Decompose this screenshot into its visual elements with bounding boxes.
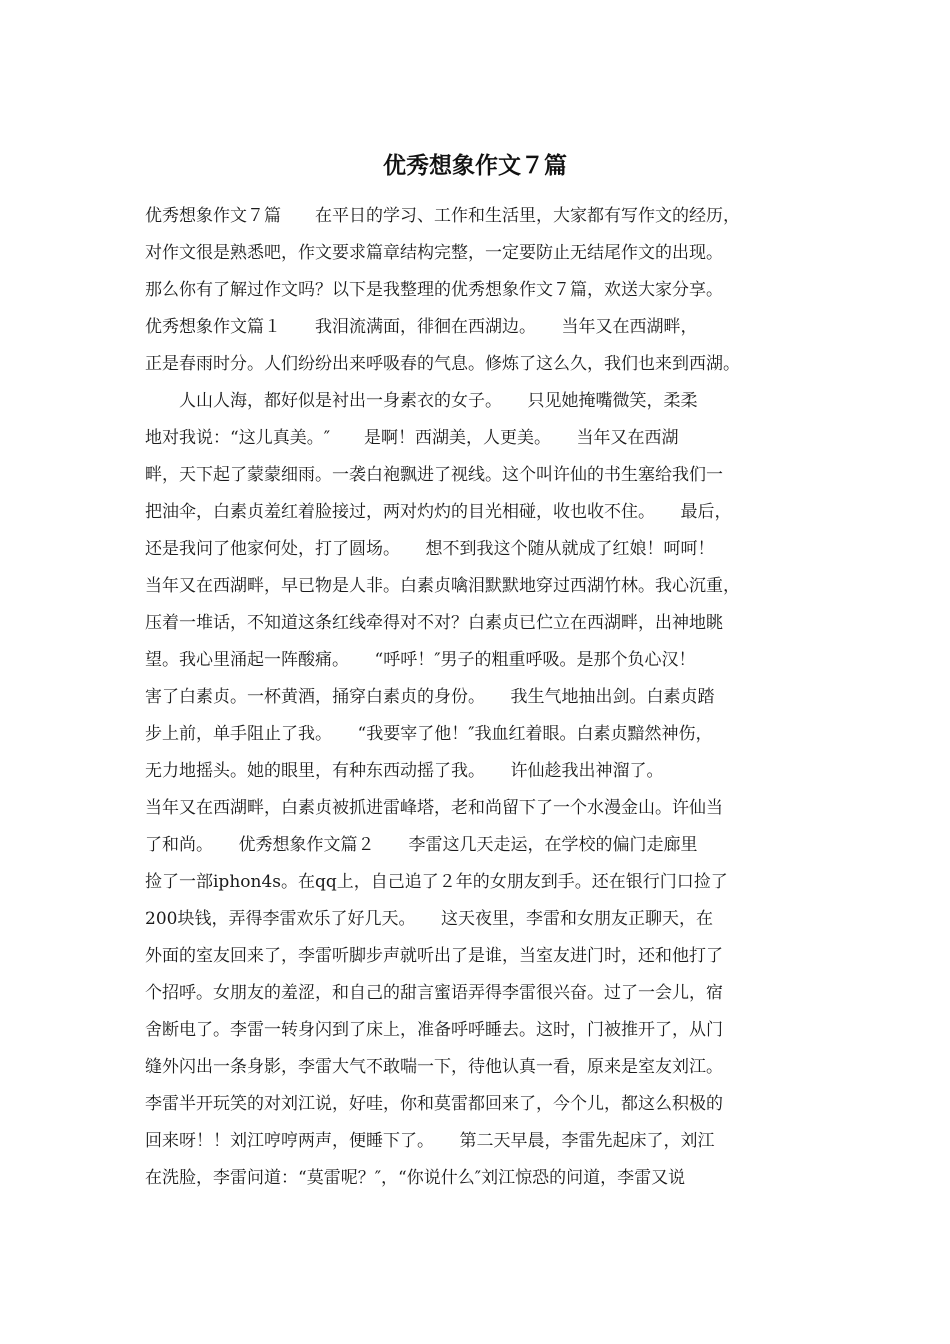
text-line: 当年又在西湖畔，白素贞被抓进雷峰塔，老和尚留下了一个水漫金山。许仙当	[145, 798, 723, 818]
text-line: 200块钱，弄得李雷欢乐了好几天。 这天夜里，李雷和女朋友正聊天，在	[145, 909, 713, 929]
document-body	[145, 198, 815, 1197]
text-line: 在洗脸，李雷问道：“莫雷呢？″，“你说什么″刘江惊恐的问道，李雷又说	[145, 1168, 686, 1188]
text-line: 优秀想象作文篇１ 我泪流满面，徘徊在西湖边。 当年又在西湖畔，	[145, 317, 698, 337]
text-line: 捡了一部iphon4s。在qq上，自己追了２年的女朋友到手。还在银行门口捡了	[145, 872, 728, 892]
text-line: 外面的室友回来了，李雷听脚步声就听出了是谁，当室友进门时，还和他打了	[145, 946, 723, 966]
text-line: 害了白素贞。一杯黄酒，捅穿白素贞的身份。 我生气地抽出剑。白素贞踏	[145, 687, 715, 707]
text-line: 了和尚。 优秀想象作文篇２ 李雷这几天走运，在学校的偏门走廊里	[145, 835, 698, 855]
text-line: 个招呼。女朋友的羞涩，和自己的甜言蜜语弄得李雷很兴奋。过了一会儿，宿	[145, 983, 723, 1003]
text-line: 当年又在西湖畔，早已物是人非。白素贞噙泪默默地穿过西湖竹林。我心沉重，	[145, 576, 740, 596]
text-line: 地对我说：“这儿真美。″ 是啊！西湖美，人更美。 当年又在西湖	[145, 428, 679, 448]
document-title: 优秀想象作文７篇	[383, 153, 567, 179]
text-line: 那么你有了解过作文吗？以下是我整理的优秀想象作文７篇，欢送大家分享。	[145, 280, 723, 300]
text-line: 还是我问了他家何处，打了圆场。 想不到我这个随从就成了红娘！呵呵！	[145, 539, 715, 559]
text-line: 把油伞，白素贞羞红着脸接过，两对灼灼的目光相碰，收也收不住。 最后，	[145, 502, 732, 522]
text-line: 正是春雨时分。人们纷纷出来呼吸春的气息。修炼了这么久，我们也来到西湖。	[145, 354, 740, 374]
text-line: 压着一堆话，不知道这条红线牵得对不对？白素贞已伫立在西湖畔，出神地眺	[145, 613, 723, 633]
text-line: 畔，天下起了蒙蒙细雨。一袭白袍飘进了视线。这个叫许仙的书生塞给我们一	[145, 465, 723, 485]
text-line: 对作文很是熟悉吧，作文要求篇章结构完整，一定要防止无结尾作文的出现。	[145, 243, 723, 263]
text-line: 步上前，单手阻止了我。 “我要宰了他！″我血红着眼。白素贞黯然神伤，	[145, 724, 713, 744]
text-line: 无力地摇头。她的眼里，有种东西动摇了我。 许仙趁我出神溜了。	[145, 761, 664, 781]
text-line: 优秀想象作文７篇 在平日的学习、工作和生活里，大家都有写作文的经历，	[145, 206, 740, 226]
text-line: 望。我心里涌起一阵酸痛。 “呼呼！″男子的粗重呼吸。是那个负心汉！	[145, 650, 696, 670]
text-line: 人山人海，都好似是衬出一身素衣的女子。 只见她掩嘴微笑，柔柔	[145, 391, 698, 411]
text-line: 舍断电了。李雷一转身闪到了床上，准备呼呼睡去。这时，门被推开了，从门	[145, 1020, 723, 1040]
text-line: 缝外闪出一条身影，李雷大气不敢喘一下，待他认真一看，原来是室友刘江。	[145, 1057, 723, 1077]
text-line: 回来呀！！刘江哼哼两声，便睡下了。 第二天早晨，李雷先起床了，刘江	[145, 1131, 715, 1151]
text-line: 李雷半开玩笑的对刘江说，好哇，你和莫雷都回来了，今个儿，都这么积极的	[145, 1094, 723, 1114]
